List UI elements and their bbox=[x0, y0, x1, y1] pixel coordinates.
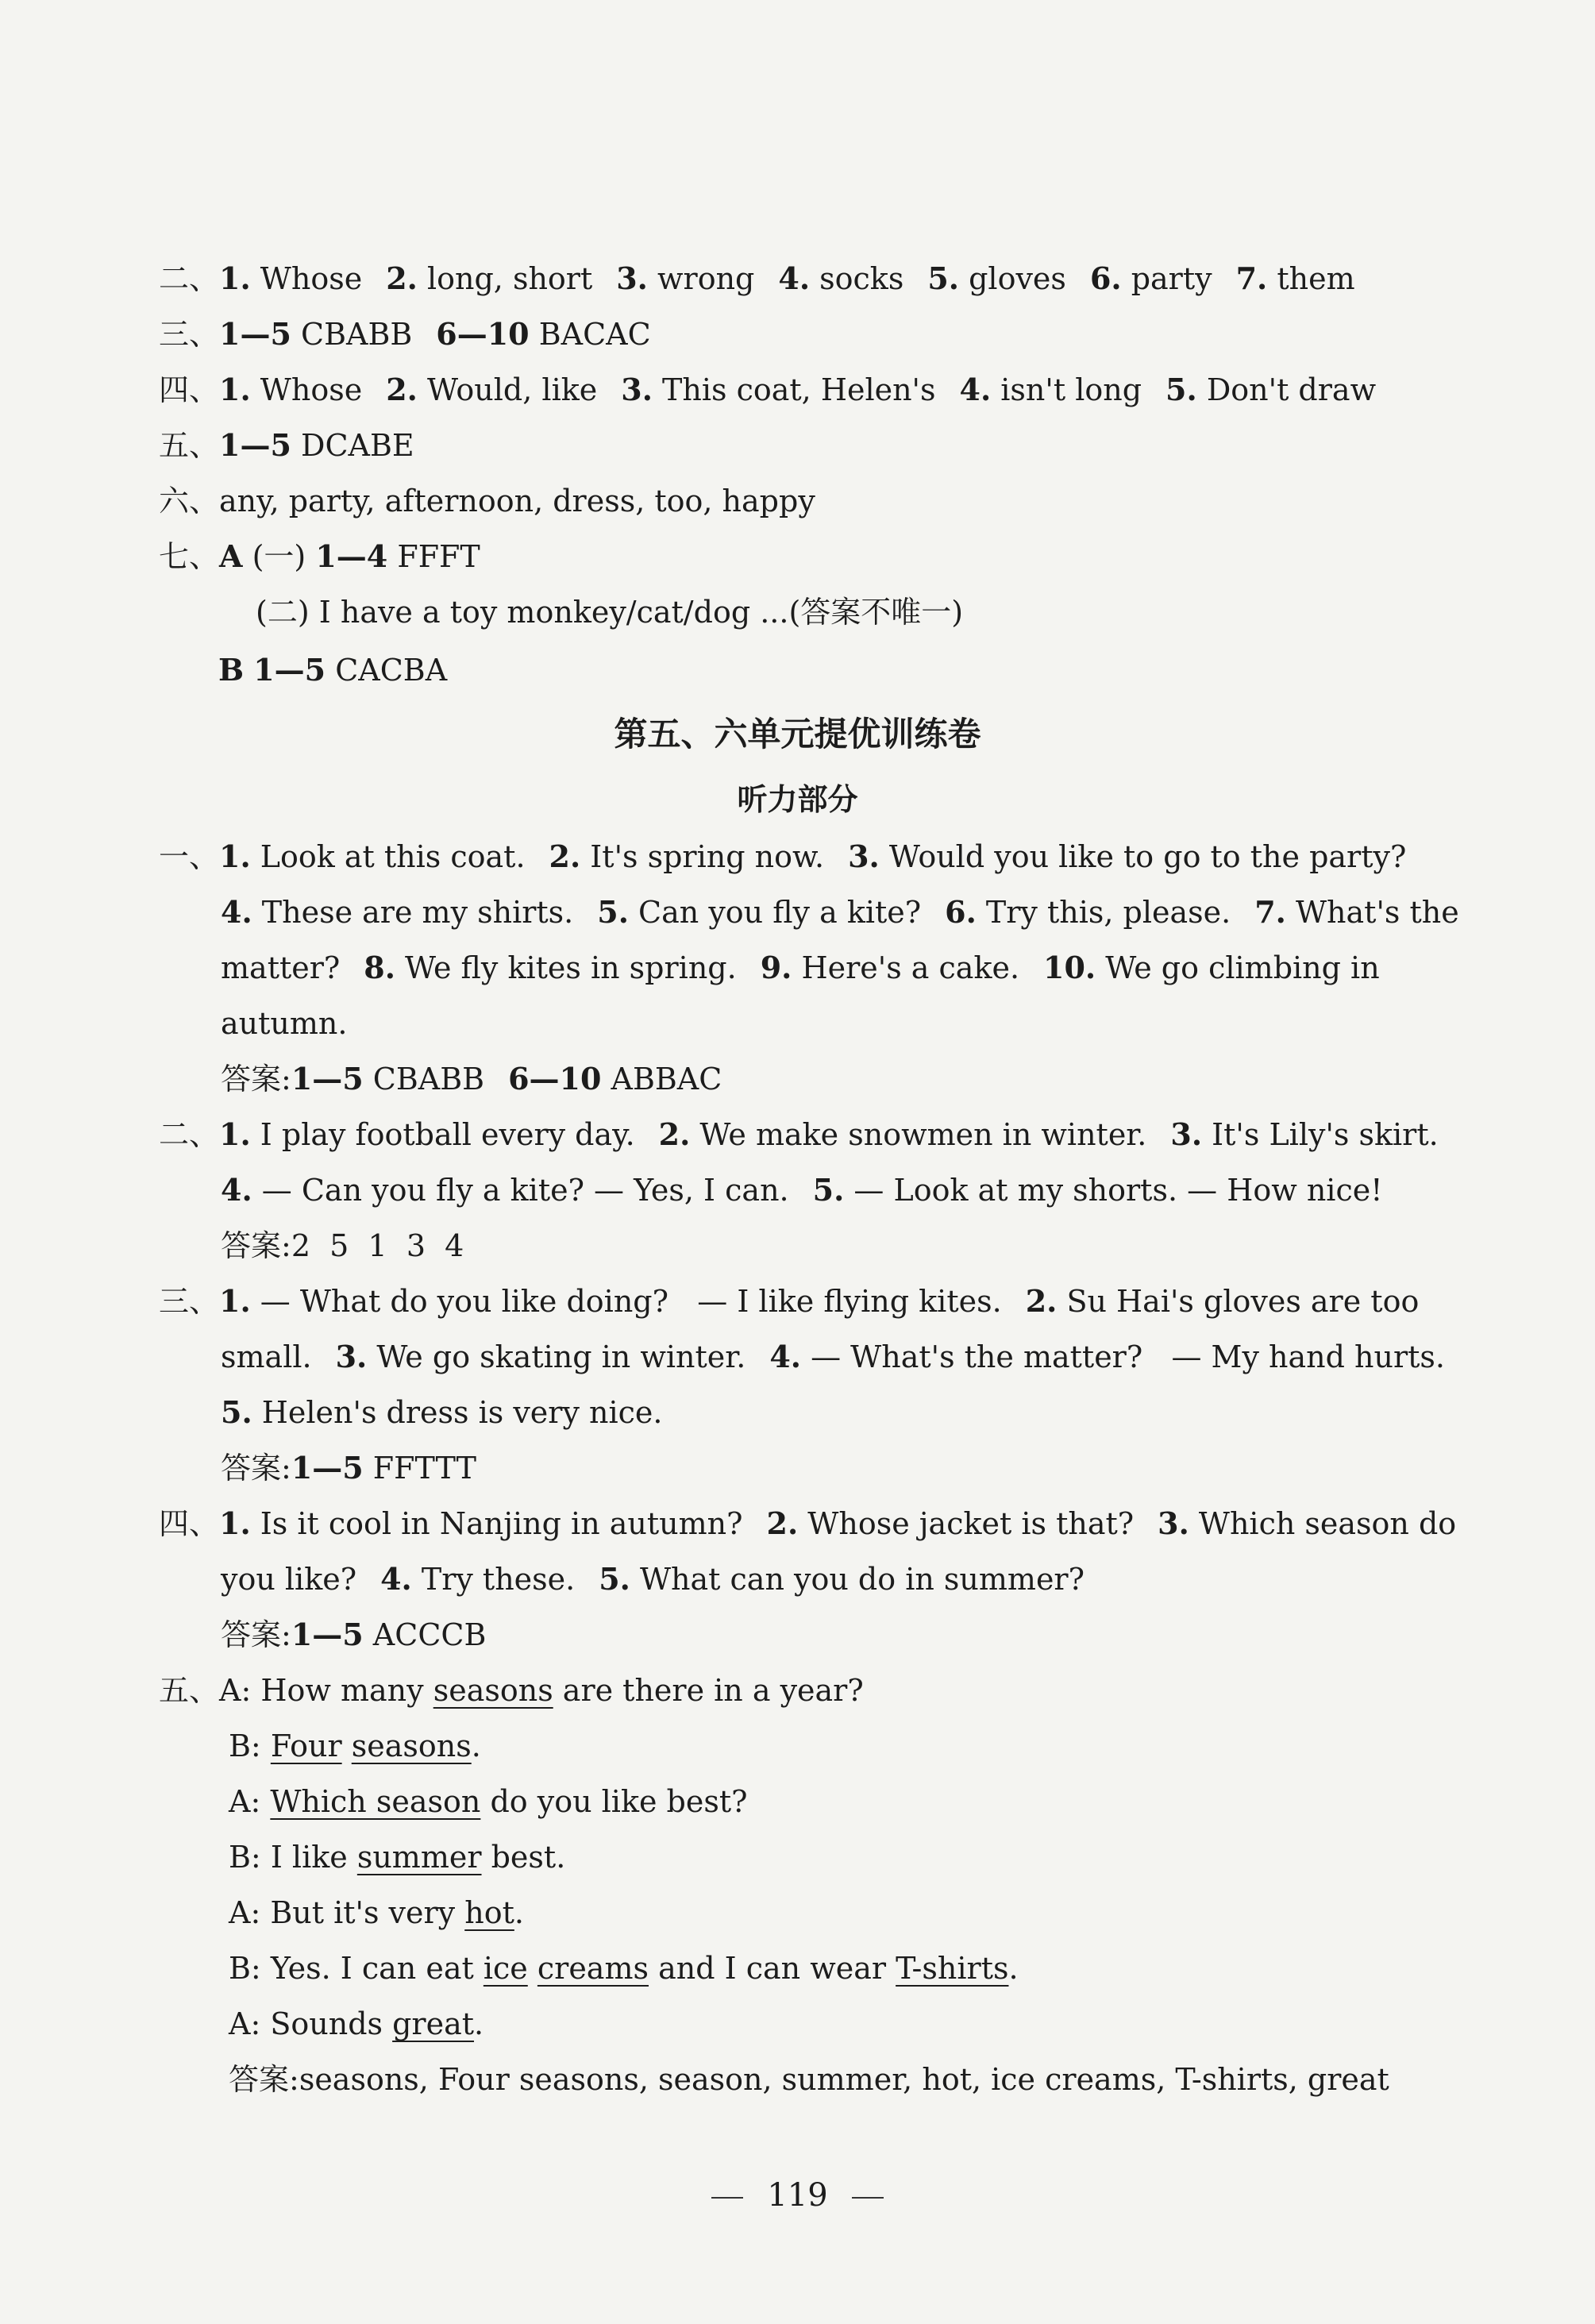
page-number: 119 bbox=[0, 2176, 1595, 2215]
section-subtitle: 听力部分 bbox=[737, 782, 858, 817]
q5-dialogue-6: B: Yes. I can eat ice creams and I can wear T-shirts. bbox=[229, 1951, 1019, 1986]
q3-line-3: 5. Helen's dress is very nice. bbox=[221, 1394, 663, 1430]
sec7-line: 七、A (一) 1—4 FFFT bbox=[159, 538, 480, 574]
q5-dialogue-3: A: Which season do you like best? bbox=[229, 1784, 748, 1819]
q1-line-1: 一、1. Look at this coat. 2. It's spring now. 3. Would you like to go to the party? bbox=[159, 838, 1407, 874]
sec6-line: 六、any, party, afternoon, dress, too, happy bbox=[159, 484, 815, 518]
q2-line-2: 4. — Can you fly a kite? — Yes, I can. 5. — Look at my shorts. — How nice! bbox=[221, 1172, 1383, 1208]
q1-line-4: autumn. bbox=[221, 1006, 348, 1041]
q3-answer: 答案:1—5 FFTTT bbox=[221, 1450, 476, 1486]
q5-dialogue-1: 五、A: How many seasons are there in a year? bbox=[159, 1673, 864, 1708]
right-dash bbox=[852, 2197, 884, 2199]
q2-line-1: 二、1. I play football every day. 2. We make snowmen in winter. 3. It's Lily's skirt. bbox=[159, 1116, 1439, 1152]
sec7-b-line: B 1—5 CACBA bbox=[218, 652, 448, 688]
left-dash bbox=[711, 2197, 743, 2199]
q5-dialogue-2: B: Four seasons. bbox=[229, 1729, 481, 1763]
q1-line-3: matter? 8. We fly kites in spring. 9. Here's a cake. 10. We go climbing in bbox=[221, 950, 1380, 985]
sec4-line: 四、1. Whose 2. Would, like 3. This coat, Helen's 4. isn't long 5. Don't draw bbox=[159, 372, 1377, 407]
q4-line-1: 四、1. Is it cool in Nanjing in autumn? 2. Whose jacket is that? 3. Which season do bbox=[159, 1505, 1457, 1541]
q5-dialogue-7: A: Sounds great. bbox=[229, 2006, 484, 2041]
q1-line-2: 4. These are my shirts. 5. Can you fly a kite? 6. Try this, please. 7. What's the bbox=[221, 894, 1459, 930]
q5-dialogue-4: B: I like summer best. bbox=[229, 1840, 566, 1875]
sec2-line: 二、1. Whose 2. long, short 3. wrong 4. socks 5. gloves 6. party 7. them bbox=[159, 260, 1355, 296]
q4-line-2: you like? 4. Try these. 5. What can you do in summer? bbox=[221, 1561, 1085, 1597]
q5-answer: 答案:seasons, Four seasons, season, summer, hot, ice creams, T-shirts, great bbox=[229, 2062, 1389, 2097]
sec7-sub2-line: (二) I have a toy monkey/cat/dog ...(答案不唯一) bbox=[256, 595, 964, 630]
q2-answer: 答案:2 5 1 3 4 bbox=[221, 1228, 464, 1263]
q3-line-2: small. 3. We go skating in winter. 4. — What's the matter? — My hand hurts. bbox=[221, 1339, 1445, 1374]
sec5-line: 五、1—5 DCABE bbox=[159, 427, 414, 463]
q5-dialogue-5: A: But it's very hot. bbox=[229, 1895, 524, 1930]
page-title: 第五、六单元提优训练卷 bbox=[614, 715, 981, 753]
sec3-line: 三、1—5 CBABB 6—10 BACAC bbox=[159, 316, 651, 352]
q1-answer: 答案:1—5 CBABB 6—10 ABBAC bbox=[221, 1061, 722, 1096]
q3-line-1: 三、1. — What do you like doing? — I like flying kites. 2. Su Hai's gloves are too bbox=[159, 1283, 1420, 1319]
q4-answer: 答案:1—5 ACCCB bbox=[221, 1617, 487, 1652]
